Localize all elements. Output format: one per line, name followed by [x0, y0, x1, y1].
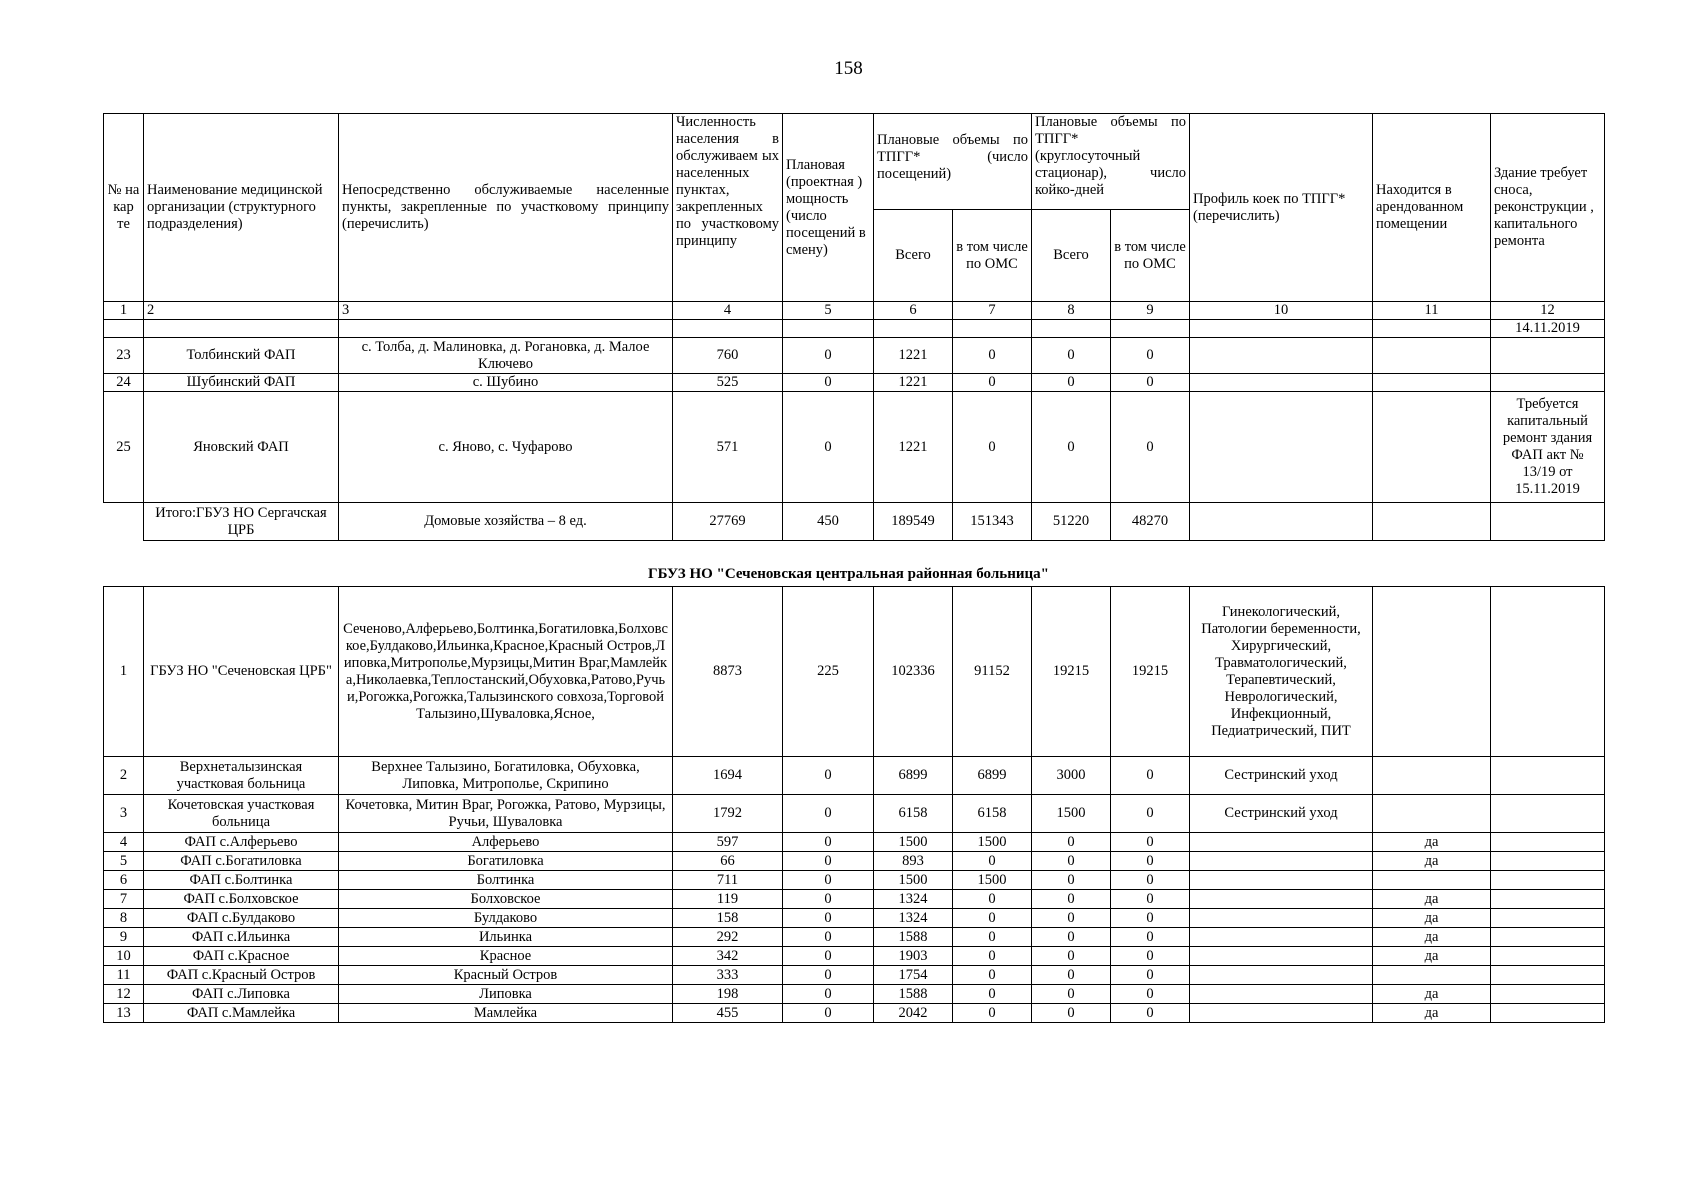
places: Липовка — [339, 985, 673, 1004]
rented — [1373, 338, 1491, 374]
beds-total: 3000 — [1032, 757, 1111, 795]
column-number: 5 — [783, 302, 874, 320]
table-row — [104, 928, 1605, 947]
capacity: 0 — [783, 1004, 874, 1023]
rented — [1373, 795, 1491, 833]
beds-oms: 0 — [1111, 833, 1190, 852]
places: с. Толба, д. Малиновка, д. Рогановка, д. Малое Ключево — [339, 338, 673, 374]
header-places: Непосредственно обслуживаемые населенные пункты, закрепленные по участковому принципу (перечислить) — [339, 114, 673, 302]
capacity: 0 — [783, 852, 874, 871]
total-capacity: 450 — [783, 503, 874, 541]
column-number: 6 — [874, 302, 953, 320]
row-number: 11 — [104, 966, 144, 985]
org-name: ФАП с.Ильинка — [144, 928, 339, 947]
repair — [1491, 928, 1605, 947]
visits-total: 1500 — [874, 871, 953, 890]
visits-total: 102336 — [874, 587, 953, 757]
beds-total: 0 — [1032, 374, 1111, 392]
population: 1694 — [673, 757, 783, 795]
beds-oms: 0 — [1111, 852, 1190, 871]
org-name: ФАП с.Болтинка — [144, 871, 339, 890]
capacity: 0 — [783, 795, 874, 833]
visits-oms: 0 — [953, 374, 1032, 392]
rented: да — [1373, 852, 1491, 871]
visits-total: 6158 — [874, 795, 953, 833]
population: 119 — [673, 890, 783, 909]
rented: да — [1373, 985, 1491, 1004]
row-number: 7 — [104, 890, 144, 909]
total-name: Итого:ГБУЗ НО Сергачская ЦРБ — [144, 503, 339, 541]
table-row — [104, 795, 1605, 833]
visits-total: 1221 — [874, 374, 953, 392]
beds-total: 0 — [1032, 1004, 1111, 1023]
table-row — [104, 966, 1605, 985]
capacity: 0 — [783, 374, 874, 392]
rented: да — [1373, 833, 1491, 852]
beds-oms: 19215 — [1111, 587, 1190, 757]
row-number: 24 — [104, 374, 144, 392]
beds-total: 0 — [1032, 852, 1111, 871]
visits-total: 2042 — [874, 1004, 953, 1023]
total-row — [104, 503, 1605, 541]
repair — [1491, 947, 1605, 966]
bed-profile — [1190, 833, 1373, 852]
header-population: Численность населения в обслуживаем ых населенных пунктах, закрепленных по участковому принципу — [673, 114, 783, 302]
total-beds: 51220 — [1032, 503, 1111, 541]
row-number: 10 — [104, 947, 144, 966]
capacity: 0 — [783, 757, 874, 795]
page-number: 158 — [834, 58, 863, 79]
bed-profile: Гинекологический, Патологии беременности, Хирургический, Травматологический, Терапевтический, Неврологический, Инфекционный, Педиатрический, ПИТ — [1190, 587, 1373, 757]
row-number: 25 — [104, 392, 144, 503]
column-number: 12 — [1491, 302, 1605, 320]
header-rented: Находится в арендованном помещении — [1373, 114, 1491, 302]
capacity: 225 — [783, 587, 874, 757]
table-row — [104, 833, 1605, 852]
facilities-table-2 — [103, 586, 1605, 1023]
table-row — [104, 1004, 1605, 1023]
column-number: 2 — [144, 302, 339, 320]
header-repair: Здание требует сноса, реконструкции , капитального ремонта — [1491, 114, 1605, 302]
visits-oms: 0 — [953, 1004, 1032, 1023]
capacity: 0 — [783, 833, 874, 852]
org-name: Толбинский ФАП — [144, 338, 339, 374]
visits-total: 1588 — [874, 928, 953, 947]
header-visits-group: Плановые объемы по ТПГГ* (число посещений) — [874, 114, 1032, 210]
row-number: 12 — [104, 985, 144, 1004]
visits-oms: 6899 — [953, 757, 1032, 795]
repair — [1491, 966, 1605, 985]
population: 158 — [673, 909, 783, 928]
row-number: 6 — [104, 871, 144, 890]
org-name: ФАП с.Мамлейка — [144, 1004, 339, 1023]
population: 597 — [673, 833, 783, 852]
places: Верхнее Талызино, Богатиловка, Обуховка, Липовка, Митрополье, Скрипино — [339, 757, 673, 795]
population: 711 — [673, 871, 783, 890]
total-places: Домовые хозяйства – 8 ед. — [339, 503, 673, 541]
rented: да — [1373, 947, 1491, 966]
column-number: 8 — [1032, 302, 1111, 320]
beds-total: 0 — [1032, 966, 1111, 985]
visits-oms: 6158 — [953, 795, 1032, 833]
capacity: 0 — [783, 909, 874, 928]
org-name: Верхнеталызинская участковая больница — [144, 757, 339, 795]
beds-oms: 0 — [1111, 1004, 1190, 1023]
visits-total: 6899 — [874, 757, 953, 795]
header-beds-group: Плановые объемы по ТПГГ* (круглосуточный стационар), число койко-дней — [1032, 114, 1190, 210]
population: 333 — [673, 966, 783, 985]
table-row — [104, 374, 1605, 392]
beds-total: 0 — [1032, 928, 1111, 947]
header-number: № на кар те — [104, 114, 144, 302]
population: 342 — [673, 947, 783, 966]
repair — [1491, 795, 1605, 833]
beds-total: 0 — [1032, 947, 1111, 966]
visits-oms: 0 — [953, 890, 1032, 909]
beds-oms: 0 — [1111, 757, 1190, 795]
bed-profile — [1190, 1004, 1373, 1023]
beds-oms: 0 — [1111, 871, 1190, 890]
column-number: 3 — [339, 302, 673, 320]
visits-total: 1588 — [874, 985, 953, 1004]
beds-oms: 0 — [1111, 985, 1190, 1004]
org-name: ФАП с.Богатиловка — [144, 852, 339, 871]
beds-oms: 0 — [1111, 338, 1190, 374]
beds-oms: 0 — [1111, 947, 1190, 966]
visits-oms: 0 — [953, 392, 1032, 503]
visits-oms: 91152 — [953, 587, 1032, 757]
places: Болтинка — [339, 871, 673, 890]
org-name: Шубинский ФАП — [144, 374, 339, 392]
beds-total: 0 — [1032, 890, 1111, 909]
population: 292 — [673, 928, 783, 947]
places: Красное — [339, 947, 673, 966]
places: Сеченово,Алферьево,Болтинка,Богатиловка,Болховское,Булдаково,Ильинка,Красное,Красный Остров,Липовка,Митрополье,Мурзицы,Митин Враг,Мамлейка,Николаевка,Теплостанский,Обуховка,Ратово,Ручьи,Рогожка,Рогожка,Талызинского совхоза,Торговой Талызино,Шуваловка,Ясное, — [339, 587, 673, 757]
header-org-name: Наименование медицинской организации (структурного подразделения) — [144, 114, 339, 302]
table-row — [104, 909, 1605, 928]
repair — [1491, 833, 1605, 852]
table-row — [104, 890, 1605, 909]
capacity: 0 — [783, 966, 874, 985]
capacity: 0 — [783, 890, 874, 909]
repair — [1491, 852, 1605, 871]
column-number: 10 — [1190, 302, 1373, 320]
repair — [1491, 757, 1605, 795]
beds-oms: 0 — [1111, 392, 1190, 503]
rented: да — [1373, 890, 1491, 909]
row-number: 23 — [104, 338, 144, 374]
total-population: 27769 — [673, 503, 783, 541]
bed-profile — [1190, 338, 1373, 374]
visits-oms: 1500 — [953, 871, 1032, 890]
date-cell: 14.11.2019 — [1491, 320, 1605, 338]
bed-profile — [1190, 852, 1373, 871]
row-number: 3 — [104, 795, 144, 833]
capacity: 0 — [783, 985, 874, 1004]
bed-profile — [1190, 374, 1373, 392]
places: Красный Остров — [339, 966, 673, 985]
visits-oms: 0 — [953, 338, 1032, 374]
section-title: ГБУЗ НО "Сеченовская центральная районная больница" — [648, 566, 1049, 582]
capacity: 0 — [783, 928, 874, 947]
bed-profile — [1190, 947, 1373, 966]
visits-total: 1324 — [874, 890, 953, 909]
header-beds-total: Всего — [1032, 210, 1111, 302]
beds-oms: 0 — [1111, 795, 1190, 833]
table-row — [104, 852, 1605, 871]
beds-oms: 0 — [1111, 966, 1190, 985]
visits-oms: 0 — [953, 947, 1032, 966]
places: с. Шубино — [339, 374, 673, 392]
visits-oms: 0 — [953, 928, 1032, 947]
beds-oms: 0 — [1111, 374, 1190, 392]
total-visits-oms: 151343 — [953, 503, 1032, 541]
places: Богатиловка — [339, 852, 673, 871]
row-number: 4 — [104, 833, 144, 852]
capacity: 0 — [783, 338, 874, 374]
table-row — [104, 587, 1605, 757]
population: 760 — [673, 338, 783, 374]
places: Мамлейка — [339, 1004, 673, 1023]
visits-total: 1903 — [874, 947, 953, 966]
repair — [1491, 985, 1605, 1004]
rented — [1373, 587, 1491, 757]
rented: да — [1373, 928, 1491, 947]
beds-total: 1500 — [1032, 795, 1111, 833]
rented: да — [1373, 909, 1491, 928]
beds-total: 19215 — [1032, 587, 1111, 757]
column-number: 11 — [1373, 302, 1491, 320]
beds-total: 0 — [1032, 985, 1111, 1004]
table-row — [104, 985, 1605, 1004]
bed-profile — [1190, 871, 1373, 890]
row-number: 5 — [104, 852, 144, 871]
repair — [1491, 871, 1605, 890]
facilities-table-1 — [103, 113, 1605, 541]
org-name: Кочетовская участковая больница — [144, 795, 339, 833]
bed-profile — [1190, 966, 1373, 985]
beds-oms: 0 — [1111, 909, 1190, 928]
places: Алферьево — [339, 833, 673, 852]
rented — [1373, 374, 1491, 392]
bed-profile — [1190, 392, 1373, 503]
rented — [1373, 392, 1491, 503]
org-name: ФАП с.Красное — [144, 947, 339, 966]
repair — [1491, 374, 1605, 392]
places: Кочетовка, Митин Враг, Рогожка, Ратово, Мурзицы, Ручьи, Шуваловка — [339, 795, 673, 833]
rented — [1373, 757, 1491, 795]
table-row — [104, 338, 1605, 374]
org-name: ФАП с.Булдаково — [144, 909, 339, 928]
beds-total: 0 — [1032, 909, 1111, 928]
population: 455 — [673, 1004, 783, 1023]
header-visits-total: Всего — [874, 210, 953, 302]
column-number: 4 — [673, 302, 783, 320]
total-visits: 189549 — [874, 503, 953, 541]
row-number: 13 — [104, 1004, 144, 1023]
beds-total: 0 — [1032, 871, 1111, 890]
repair — [1491, 890, 1605, 909]
bed-profile: Сестринский уход — [1190, 795, 1373, 833]
rented — [1373, 966, 1491, 985]
capacity: 0 — [783, 392, 874, 503]
rented: да — [1373, 1004, 1491, 1023]
population: 66 — [673, 852, 783, 871]
repair: Требуется капитальный ремонт здания ФАП акт № 13/19 от 15.11.2019 — [1491, 392, 1605, 503]
capacity: 0 — [783, 871, 874, 890]
bed-profile — [1190, 909, 1373, 928]
bed-profile: Сестринский уход — [1190, 757, 1373, 795]
population: 1792 — [673, 795, 783, 833]
org-name: ФАП с.Болховское — [144, 890, 339, 909]
visits-total: 1754 — [874, 966, 953, 985]
repair — [1491, 1004, 1605, 1023]
visits-total: 893 — [874, 852, 953, 871]
visits-total: 1324 — [874, 909, 953, 928]
row-number: 2 — [104, 757, 144, 795]
bed-profile — [1190, 928, 1373, 947]
places: Ильинка — [339, 928, 673, 947]
table-row — [104, 871, 1605, 890]
table-row — [104, 392, 1605, 503]
repair — [1491, 587, 1605, 757]
population: 8873 — [673, 587, 783, 757]
row-number: 8 — [104, 909, 144, 928]
table-row — [104, 757, 1605, 795]
beds-total: 0 — [1032, 392, 1111, 503]
places: с. Яново, с. Чуфарово — [339, 392, 673, 503]
column-number: 7 — [953, 302, 1032, 320]
table-row — [104, 947, 1605, 966]
places: Болховское — [339, 890, 673, 909]
population: 198 — [673, 985, 783, 1004]
org-name: ФАП с.Алферьево — [144, 833, 339, 852]
visits-oms: 1500 — [953, 833, 1032, 852]
visits-oms: 0 — [953, 909, 1032, 928]
beds-total: 0 — [1032, 833, 1111, 852]
visits-total: 1500 — [874, 833, 953, 852]
repair — [1491, 338, 1605, 374]
header-visits-oms: в том числе по ОМС — [953, 210, 1032, 302]
org-name: Яновский ФАП — [144, 392, 339, 503]
column-number: 9 — [1111, 302, 1190, 320]
rented — [1373, 871, 1491, 890]
population: 525 — [673, 374, 783, 392]
org-name: ФАП с.Красный Остров — [144, 966, 339, 985]
visits-oms: 0 — [953, 966, 1032, 985]
places: Булдаково — [339, 909, 673, 928]
row-number: 1 — [104, 587, 144, 757]
org-name: ГБУЗ НО "Сеченовская ЦРБ" — [144, 587, 339, 757]
beds-oms: 0 — [1111, 928, 1190, 947]
capacity: 0 — [783, 947, 874, 966]
beds-total: 0 — [1032, 338, 1111, 374]
header-bed-profile: Профиль коек по ТПГГ* (перечислить) — [1190, 114, 1373, 302]
org-name: ФАП с.Липовка — [144, 985, 339, 1004]
visits-oms: 0 — [953, 985, 1032, 1004]
repair — [1491, 909, 1605, 928]
visits-total: 1221 — [874, 338, 953, 374]
population: 571 — [673, 392, 783, 503]
total-beds-oms: 48270 — [1111, 503, 1190, 541]
visits-total: 1221 — [874, 392, 953, 503]
visits-oms: 0 — [953, 852, 1032, 871]
header-capacity: Плановая (проектная ) мощность (число посещений в смену) — [783, 114, 874, 302]
beds-oms: 0 — [1111, 890, 1190, 909]
column-number: 1 — [104, 302, 144, 320]
row-number: 9 — [104, 928, 144, 947]
bed-profile — [1190, 985, 1373, 1004]
header-beds-oms: в том числе по ОМС — [1111, 210, 1190, 302]
bed-profile — [1190, 890, 1373, 909]
